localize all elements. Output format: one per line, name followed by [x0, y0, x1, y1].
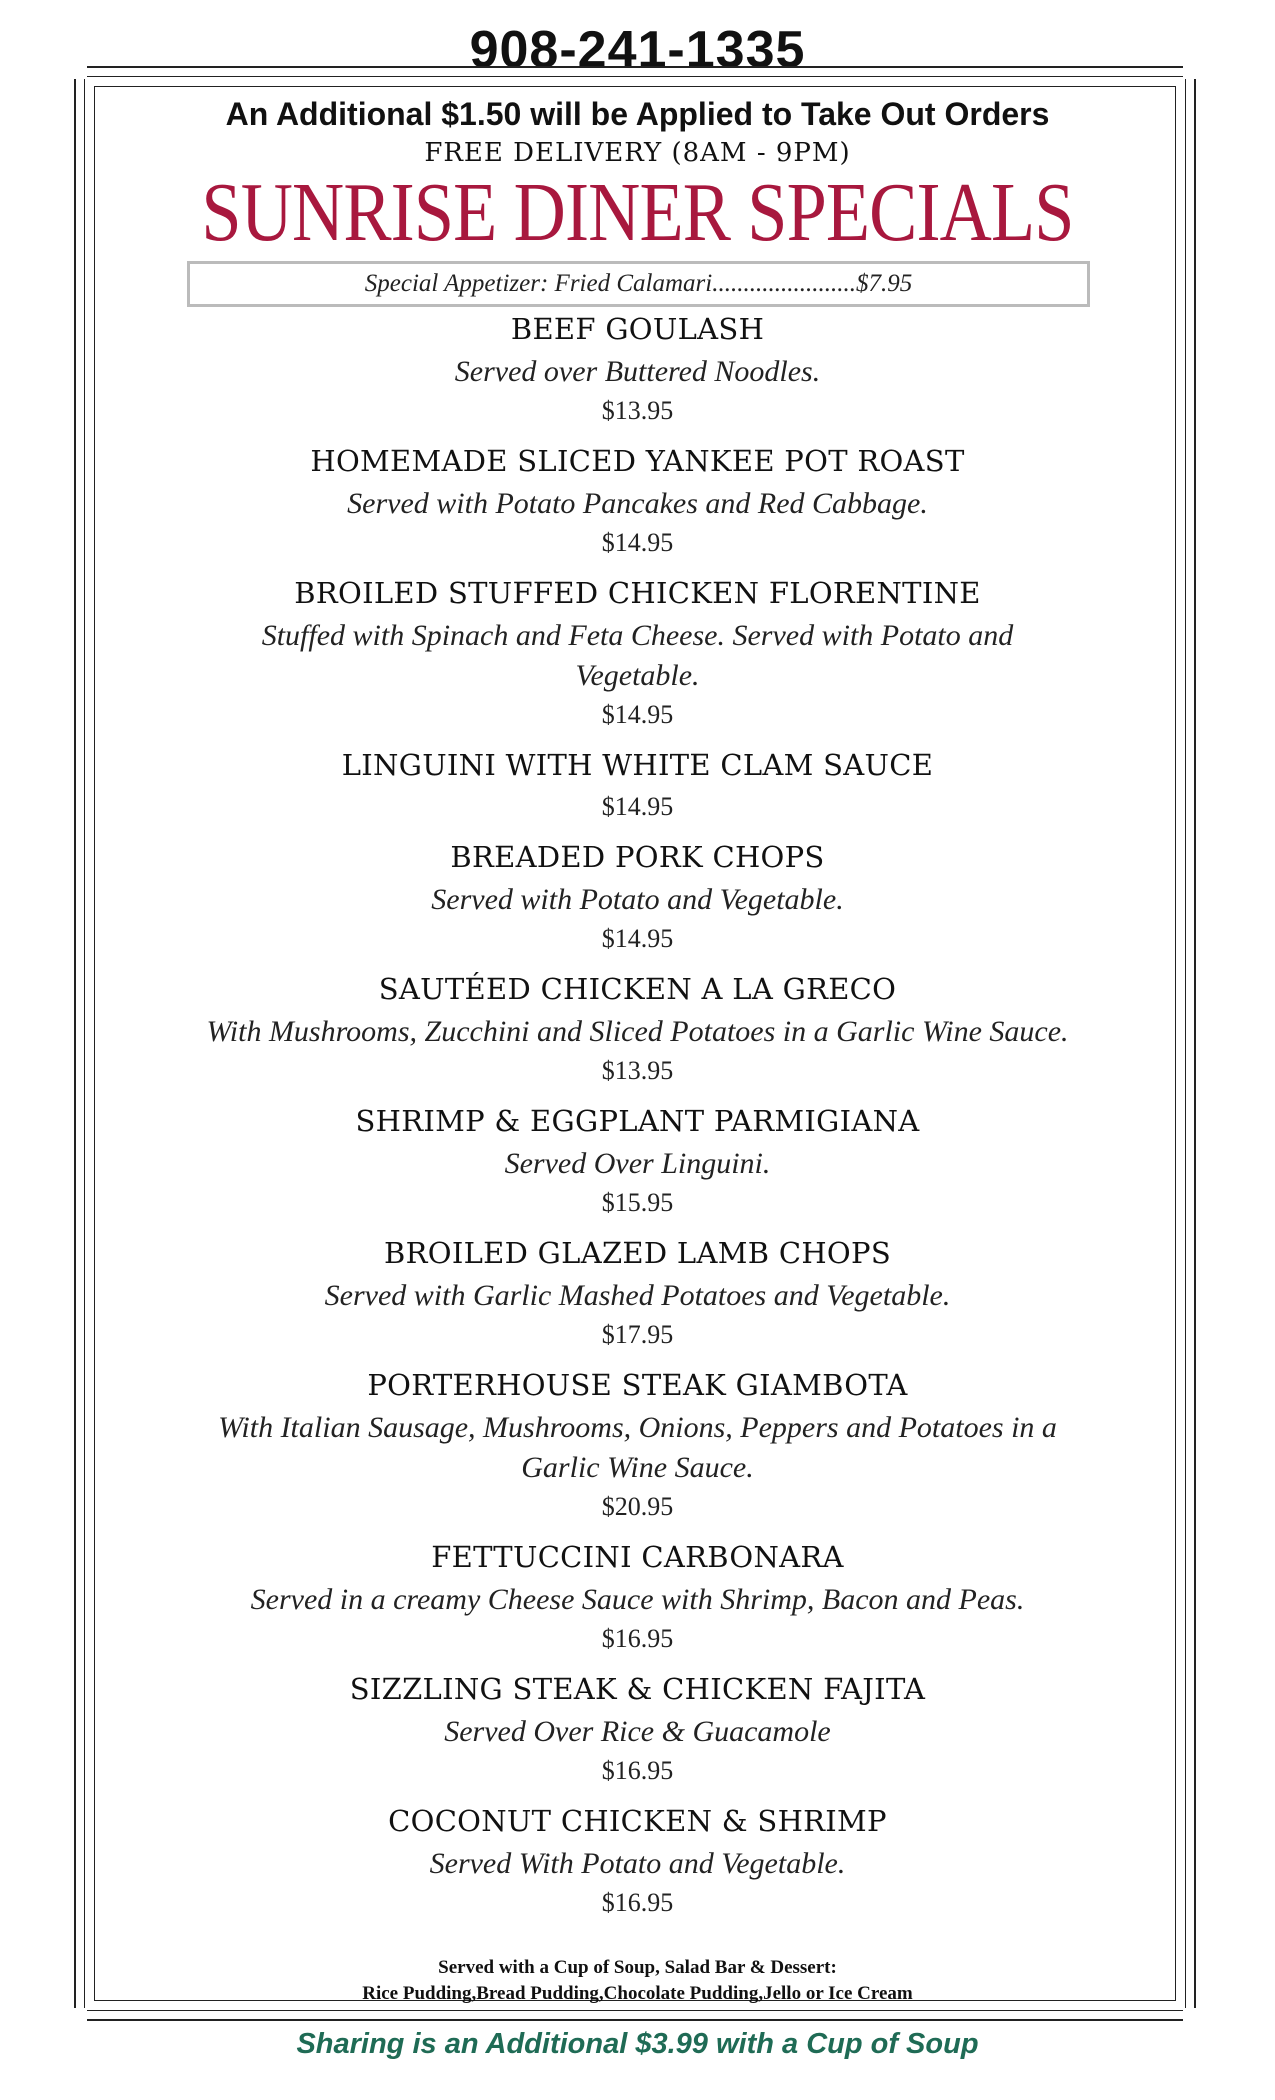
menu-item-name: LINGUINI WITH WHITE CLAM SAUCE [341, 748, 934, 782]
menu-item-description: Served with Potato Pancakes and Red Cabbage. [347, 487, 928, 520]
phone-number: 908-241-1335 [469, 21, 806, 79]
menu-item [200, 742, 1075, 826]
menu-item-name: SIZZLING STEAK & CHICKEN FAJITA [349, 1672, 926, 1706]
menu-item-description: Served with Potato and Vegetable. [431, 883, 844, 916]
menu-item [200, 1230, 1075, 1354]
menu-item-name: FETTUCCINI CARBONARA [431, 1540, 844, 1574]
menu-item-price: $16.95 [601, 1756, 674, 1785]
special-appetizer-text: Special Appetizer: Fried Calamari.......................$7.95 [364, 270, 913, 297]
page-title: SUNRISE DINER SPECIALS [201, 166, 1074, 259]
included-sides-note: Served with a Cup of Soup, Salad Bar & Dessert: [438, 1957, 837, 1978]
menu-item-price: $17.95 [601, 1320, 674, 1349]
sharing-notice: Sharing is an Additional $3.99 with a Cup of Soup [296, 2028, 979, 2060]
menu-item-price: $14.95 [601, 700, 674, 729]
menu-item-price: $14.95 [601, 528, 674, 557]
menu-item-description: Served with Garlic Mashed Potatoes and Vegetable. [324, 1279, 951, 1312]
frame-corner [1183, 2008, 1197, 2022]
menu-item-price: $16.95 [601, 1624, 674, 1653]
menu-item-description: With Italian Sausage, Mushrooms, Onions, Peppers and Potatoes in a Garlic Wine Sauce. [218, 1411, 1057, 1484]
menu-item-price: $16.95 [601, 1888, 674, 1917]
menu-item-name: BROILED STUFFED CHICKEN FLORENTINE [294, 576, 981, 610]
takeout-notice: An Additional $1.50 will be Applied to Take Out Orders [225, 96, 1050, 132]
menu-item [200, 1666, 1075, 1790]
menu-item [200, 1362, 1075, 1526]
menu-item [200, 1798, 1075, 1922]
menu-item-description: Served With Potato and Vegetable. [429, 1847, 846, 1880]
frame-corner [1183, 65, 1197, 79]
menu-item-price: $13.95 [601, 396, 674, 425]
menu-item-name: SHRIMP & EGGPLANT PARMIGIANA [355, 1104, 920, 1138]
menu-item-price: $15.95 [601, 1188, 674, 1217]
menu-item-description: With Mushrooms, Zucchini and Sliced Potatoes in a Garlic Wine Sauce. [206, 1015, 1069, 1048]
specials-list [200, 306, 1075, 1930]
menu-item-description: Stuffed with Spinach and Feta Cheese. Served with Potato and Vegetable. [261, 619, 1014, 692]
menu-item-name: BREADED PORK CHOPS [450, 840, 825, 874]
menu-item-description: Served over Buttered Noodles. [454, 355, 821, 388]
menu-item-description: Served in a creamy Cheese Sauce with Shrimp, Bacon and Peas. [250, 1583, 1025, 1616]
menu-item [200, 834, 1075, 958]
frame-corner [73, 2008, 87, 2022]
menu-item-name: BROILED GLAZED LAMB CHOPS [384, 1236, 891, 1270]
menu-item-name: PORTERHOUSE STEAK GIAMBOTA [367, 1368, 908, 1402]
menu-item-name: COCONUT CHICKEN & SHRIMP [388, 1804, 887, 1838]
menu-item [200, 966, 1075, 1090]
menu-item-price: $13.95 [601, 1056, 674, 1085]
dessert-options-note: Rice Pudding,Bread Pudding,Chocolate Pudding,Jello or Ice Cream [362, 1983, 913, 2004]
menu-item-price: $14.95 [601, 924, 674, 953]
special-appetizer-box [187, 261, 1090, 307]
menu-item [200, 1098, 1075, 1222]
menu-item-name: BEEF GOULASH [510, 312, 765, 346]
frame-corner [73, 65, 87, 79]
menu-item-description: Served Over Linguini. [504, 1147, 771, 1180]
delivery-notice: FREE DELIVERY (8AM - 9PM) [424, 138, 851, 168]
menu-item-description: Served Over Rice & Guacamole [444, 1715, 831, 1748]
menu-item-price: $20.95 [601, 1492, 674, 1521]
menu-item [200, 1534, 1075, 1658]
menu-item-name: HOMEMADE SLICED YANKEE POT ROAST [310, 444, 965, 478]
menu-item-name: SAUTÉED CHICKEN A LA GRECO [378, 972, 897, 1006]
menu-item [200, 438, 1075, 562]
menu-item-price: $14.95 [601, 792, 674, 821]
menu-item [200, 570, 1075, 734]
menu-item [200, 306, 1075, 430]
